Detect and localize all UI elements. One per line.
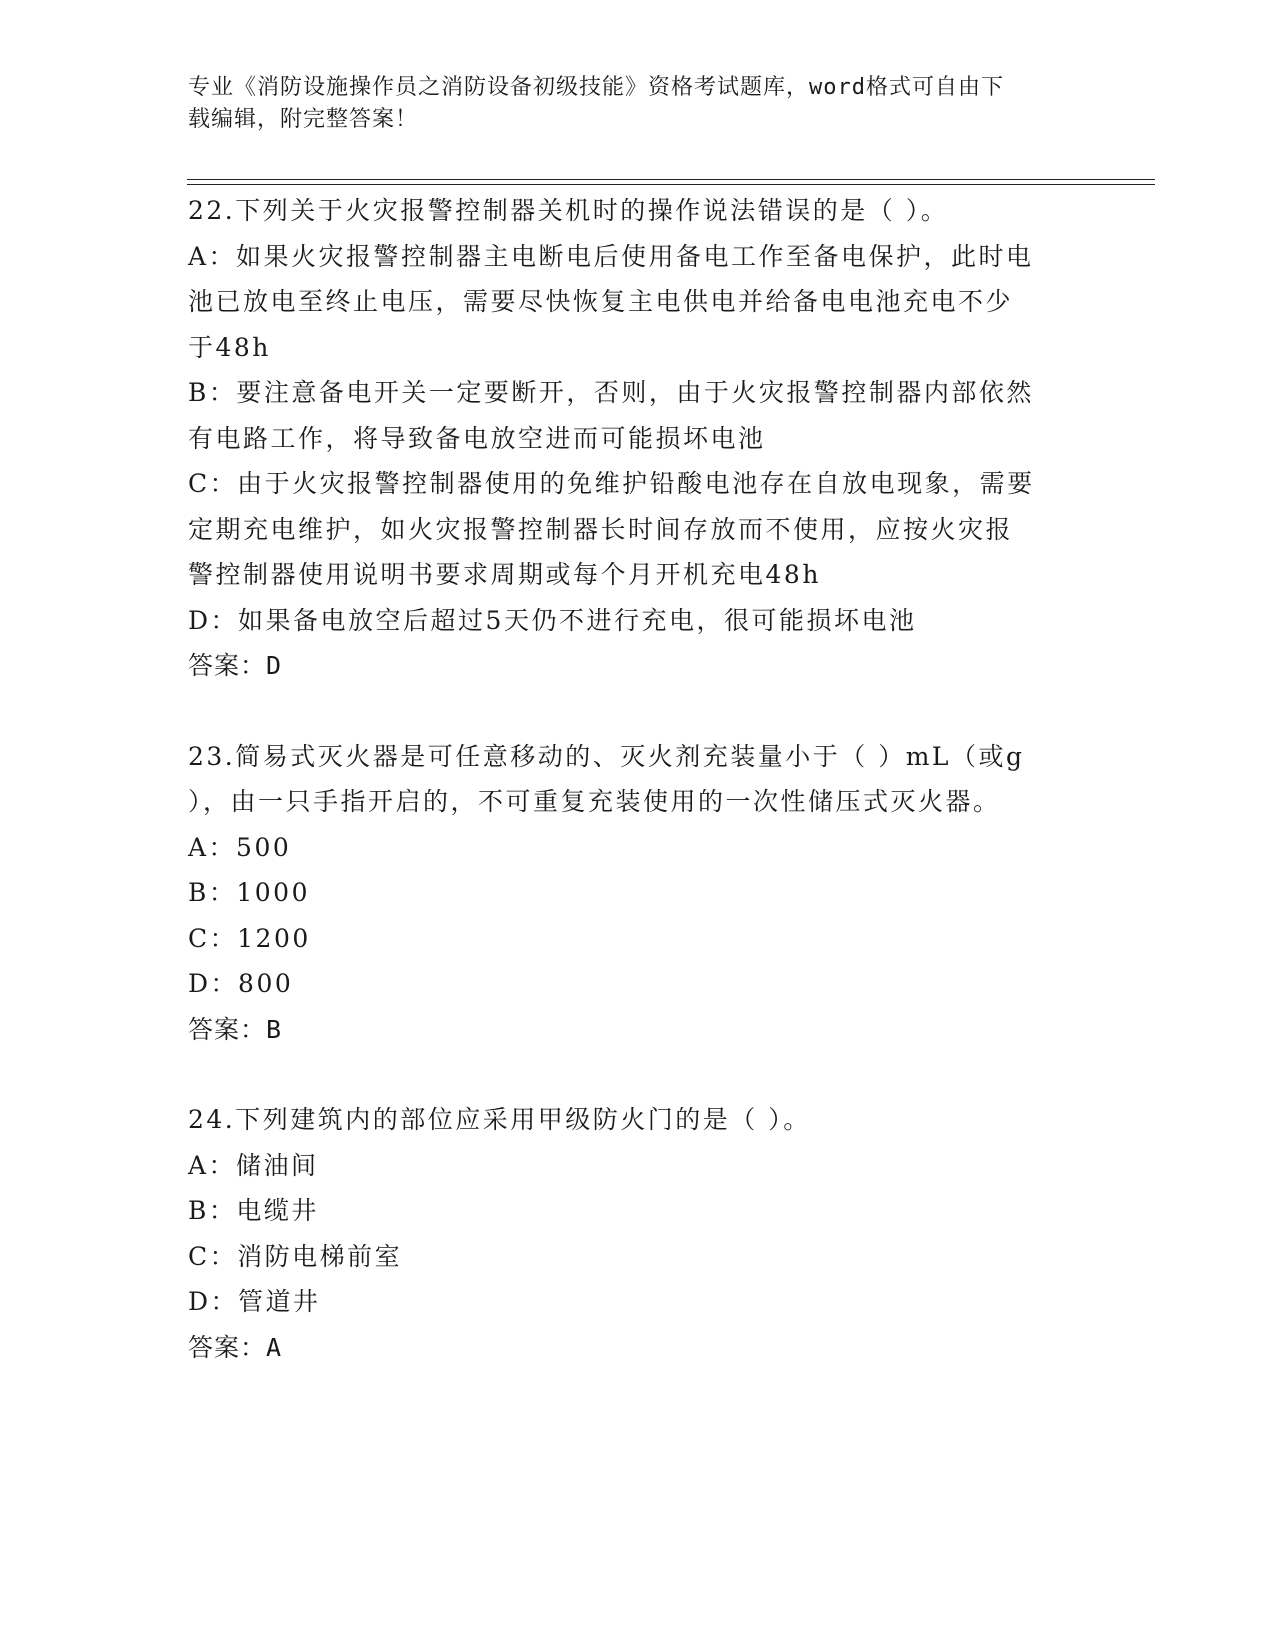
option-text: D：如果备电放空后超过5天仍不进行充电，很可能损坏电池 [188,605,917,635]
option-text: B：电缆井 [188,1196,319,1225]
option-text: B：1000 [188,878,310,907]
option-text: 于48h [188,332,271,362]
option-text: D：管道井 [188,1287,321,1316]
option-text: 警控制器使用说明书要求周期或每个月开机充电48h [188,560,821,589]
question-stem: 23.简易式灭火器是可任意移动的、灭火剂充装量小于（ ）mL（或g [188,741,1025,771]
header-rule [187,179,1155,180]
option-a [188,234,1088,371]
header-line: 专业《消防设施操作员之消防设备初级技能》资格考试题库，word格式可自由下 [188,75,1004,100]
header-rule [187,184,1155,185]
answer-label: 答案：A [188,1332,283,1362]
answer-label: 答案：D [188,651,283,680]
option-text: 定期充电维护，如火灾报警控制器长时间存放而不使用，应按火灾报 [188,514,1014,544]
header-line: 载编辑，附完整答案！ [188,107,419,132]
option-b [188,1188,1088,1234]
option-b [188,370,1088,461]
option-text: A：500 [188,832,292,862]
option-c [188,916,1088,962]
option-c [188,461,1088,598]
option-text: C：1200 [188,923,311,953]
option-d [188,598,1088,644]
option-a [188,1143,1088,1189]
option-d [188,961,1088,1007]
question-22 [188,188,1088,689]
option-text: 池已放电至终止电压，需要尽快恢复主电供电并给备电电池充电不少 [188,287,1014,316]
option-text: 有电路工作，将导致备电放空进而可能损坏电池 [188,423,766,453]
option-text: B：要注意备电开关一定要断开，否则，由于火灾报警控制器内部依然 [188,378,1034,407]
question-stem: 22.下列关于火灾报警控制器关机时的操作说法错误的是（ ）。 [188,196,949,225]
option-text: C：消防电梯前室 [188,1241,403,1271]
question-stem: 24.下列建筑内的部位应采用甲级防火门的是（ ）。 [188,1105,811,1134]
question-list [188,188,1088,1415]
option-a [188,825,1088,871]
option-text: A：储油间 [188,1150,319,1180]
option-c [188,1234,1088,1280]
question-24 [188,1097,1088,1370]
option-text: D：800 [188,969,294,998]
option-d [188,1279,1088,1325]
answer-label: 答案：B [188,1014,283,1044]
page-header [188,72,1088,136]
option-b [188,870,1088,916]
option-text: A：如果火灾报警控制器主电断电后使用备电工作至备电保护，此时电 [188,241,1034,271]
option-text: C：由于火灾报警控制器使用的免维护铅酸电池存在自放电现象，需要 [188,469,1035,498]
question-stem: ），由一只手指开启的，不可重复充装使用的一次性储压式灭火器。 [188,787,1001,816]
question-23 [188,734,1088,1053]
